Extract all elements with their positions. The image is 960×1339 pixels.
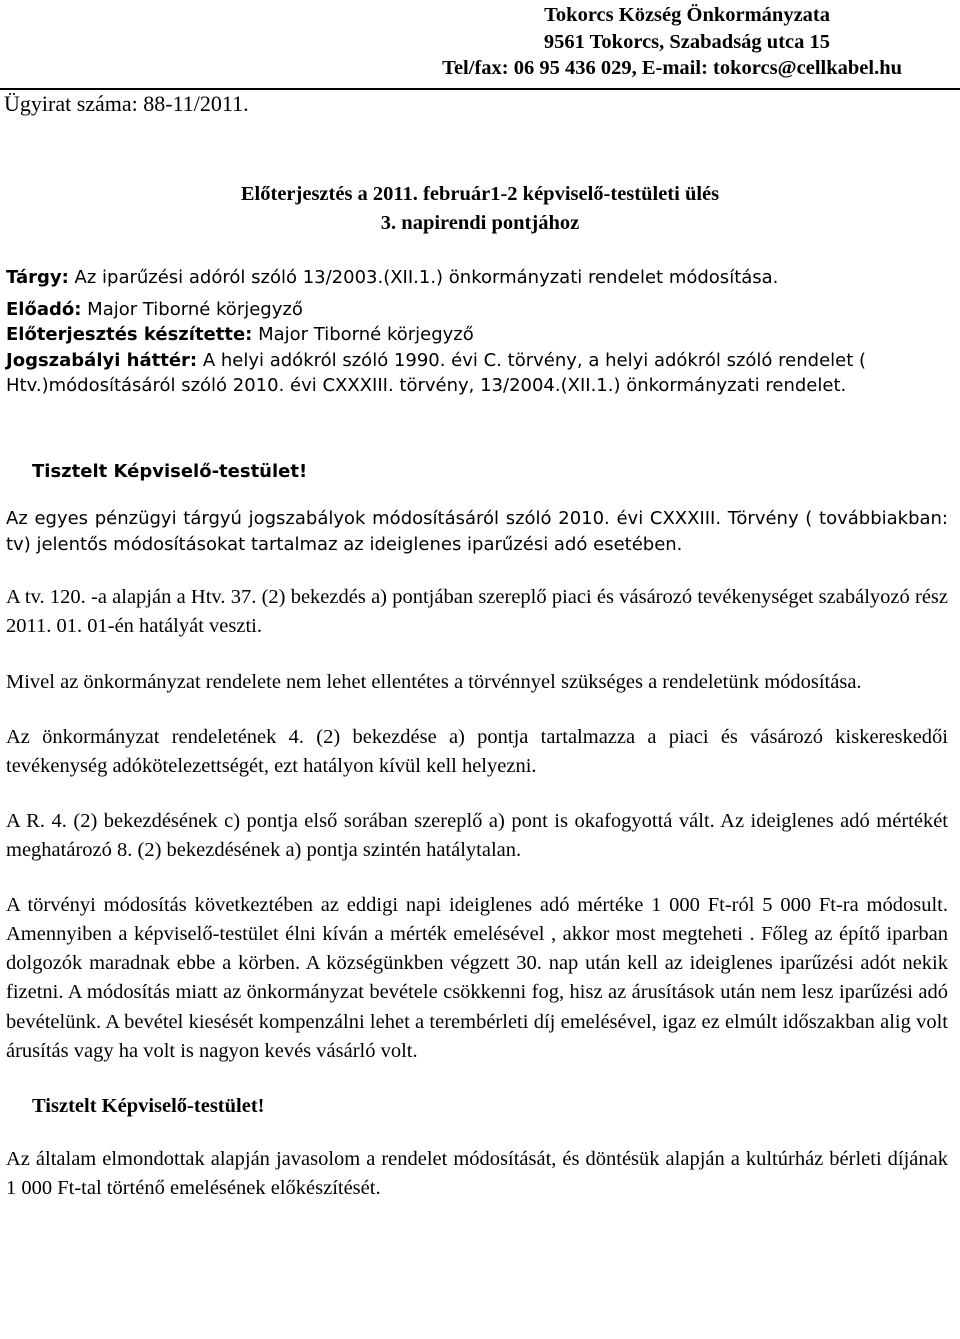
presenter-value: Major Tiborné körjegyző <box>81 298 303 320</box>
paragraph-1: Az egyes pénzügyi tárgyú jogszabályok módosításáról szóló 2010. évi CXXXIII. Törvény ( továbbiakban: tv) jelentős módosításokat tartalmaz az ideiglenes iparűzési adó esetében. <box>6 508 948 555</box>
paragraph-3: Mivel az önkormányzat rendelete nem lehet ellentétes a törvénnyel szükséges a rendeletünk módosítása. <box>6 670 862 693</box>
paragraph-5: A R. 4. (2) bekezdésének c) pontja első sorában szereplő a) pont is okafogyottá vált. Az ideiglenes adó mértékét meghatározó 8. (2) bekezdésének a) pontja szintén hatálytalan. <box>6 809 948 862</box>
subject-line <box>6 265 948 291</box>
title-line-2: 3. napirendi pontjához <box>380 212 580 235</box>
org-contact: Tel/fax: 06 95 436 029, E-mail: tokorcs@cellkabel.hu <box>442 57 902 80</box>
org-name: Tokorcs Község Önkormányzata <box>544 4 830 26</box>
greeting: Tisztelt Képviselő-testület! <box>32 460 308 482</box>
legal-line <box>6 348 948 399</box>
legal-label: Jogszabályi háttér: <box>6 349 198 371</box>
paragraph-2: A tv. 120. -a alapján a Htv. 37. (2) bekezdés a) pontjában szereplő piaci és vásározó tevékenységet szabályozó rész 2011. 01. 01-én hatályát veszti. <box>6 586 948 638</box>
paragraph-7: Az általam elmondottak alapján javasolom a rendelet módosítását, és döntésük alapján a kultúrház bérleti díjának 1 000 Ft-tal történő emelésének előkészítését. <box>6 1147 948 1200</box>
meta-block <box>6 265 948 399</box>
greeting-closing: Tisztelt Képviselő-testület! <box>32 1094 265 1117</box>
paragraph-6: A törvényi módosítás következtében az eddigi napi ideiglenes adó mértéke 1 000 Ft-ról 5 000 Ft-ra módosult. Amennyiben a képviselő-testület élni kíván a mérték emelésével , akkor most megteheti . Főleg az építő iparban dolgozók maradnak ebbe a körben. A községünkben végzett 30. nap után kell az ideiglenes iparűzési adót nekik fizetni. A módosítás miatt az önkormányzat bevétele csökkenni fog, hisz az árusítások után nem lesz iparűzési adó bevételünk. A bevétel kiesését kompenzálni lehet a terembérleti díj emelésével, igaz ez elmúlt időszakban alig volt árusítás vagy ha volt is nagyon kevés vásárló volt. <box>6 894 948 1062</box>
paragraph-4: Az önkormányzat rendeletének 4. (2) bekezdése a) pontja tartalmazza a piaci és vásározó kiskereskedői tevékenység adókötelezettségét, ezt hatályon kívül kell helyezni. <box>6 725 948 777</box>
subject-value: Az iparűzési adóról szóló 13/2003.(XII.1.) önkormányzati rendelet módosítása. <box>68 267 779 288</box>
document-title <box>0 180 960 238</box>
org-address: 9561 Tokorcs, Szabadság utca 15 <box>543 30 830 53</box>
prepared-label: Előterjesztés készítette: <box>6 324 253 346</box>
presenter-line <box>6 297 948 323</box>
title-line-1: Előterjesztés a 2011. február1-2 képviselő-testületi ülés <box>240 183 720 205</box>
subject-label: Tárgy: <box>6 267 69 288</box>
prepared-line <box>6 322 948 348</box>
case-number: Ügyirat száma: 88-11/2011. <box>4 91 249 116</box>
prepared-value: Major Tiborné körjegyző <box>252 324 474 346</box>
legal-value: A helyi adókról szóló 1990. évi C. törvény, a helyi adókról szóló rendelet ( Htv.)módosításáról szóló 2010. évi CXXXIII. törvény, 13/2004.(XII.1.) önkormányzati rendelet. <box>6 349 867 397</box>
presenter-label: Előadó: <box>6 298 82 320</box>
letterhead <box>0 2 960 82</box>
document-body <box>6 265 948 1203</box>
